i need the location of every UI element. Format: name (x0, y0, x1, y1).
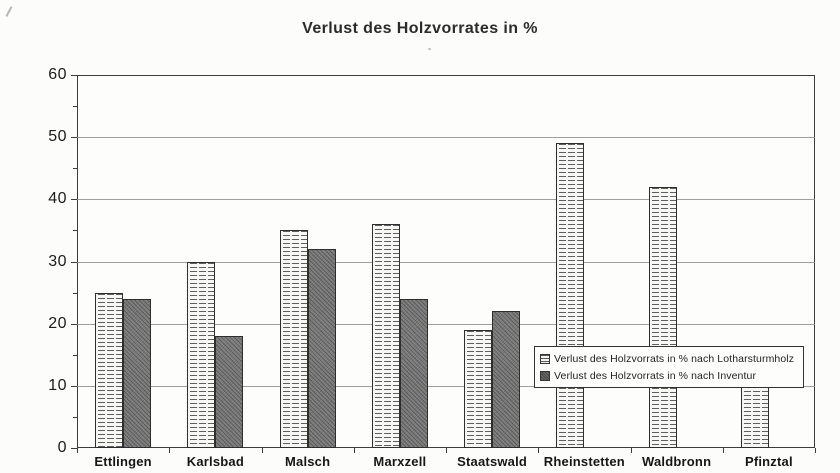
chart-title: Verlust des Holzvorrates in % (302, 20, 538, 37)
bar-ettlingen-inventur (123, 299, 151, 448)
x-axis-label-waldbronn: Waldbronn (642, 454, 712, 469)
y-axis-tick-40 (71, 199, 77, 200)
bar-rheinstetten-lotharsturmholz (556, 143, 584, 448)
y-axis-label-60: 60 (48, 66, 67, 83)
bar-ettlingen-lotharsturmholz (95, 293, 123, 448)
legend-item-lotharsturmholz (540, 353, 799, 365)
y-axis-label-0: 0 (57, 439, 67, 456)
bar-malsch-inventur (308, 249, 336, 448)
legend (534, 346, 804, 388)
bar-karlsbad-inventur (215, 336, 243, 448)
scan-artifact-dot (428, 48, 431, 50)
y-axis-tick-55 (73, 106, 77, 107)
legend-swatch-light-hatched-icon (540, 354, 550, 364)
y-axis-label-30: 30 (48, 252, 67, 270)
gridline-y-40 (77, 199, 815, 200)
y-axis-tick-25 (73, 293, 77, 294)
y-axis-tick-15 (73, 355, 77, 356)
y-axis-label-10: 10 (48, 376, 67, 394)
x-axis-label-rheinstetten: Rheinstetten (543, 454, 625, 469)
x-axis-tick-5 (538, 448, 539, 453)
x-axis-tick-2 (262, 448, 263, 453)
bar-karlsbad-lotharsturmholz (187, 262, 215, 449)
legend-swatch-dark-speckled-icon (540, 371, 550, 381)
legend-label: Verlust des Holzvorrats in % nach Inventur (554, 370, 757, 383)
bar-staatswald-inventur (492, 311, 520, 448)
x-axis-label-ettlingen: Ettlingen (94, 454, 152, 469)
x-axis-tick-3 (354, 448, 355, 453)
x-axis-label-malsch: Malsch (284, 454, 331, 469)
x-axis-tick-4 (446, 448, 447, 453)
bar-pfinztal-lotharsturmholz (741, 386, 769, 448)
x-axis-tick-6 (631, 448, 632, 453)
y-axis-label-40: 40 (48, 190, 67, 208)
x-axis-label-karlsbad: Karlsbad (186, 454, 244, 469)
y-axis-tick-45 (73, 168, 77, 169)
scan-artifact-mark (6, 6, 13, 17)
bar-waldbronn-lotharsturmholz (649, 187, 677, 448)
legend-label: Verlust des Holzvorrats in % nach Lotharsturmholz (554, 352, 795, 365)
y-axis-label-50: 50 (48, 128, 67, 146)
x-axis-tick-7 (723, 448, 724, 453)
legend-item-inventur (540, 370, 799, 382)
y-axis-label-20: 20 (48, 314, 67, 332)
x-axis-label-staatswald: Staatswald (457, 454, 528, 469)
y-axis-tick-60 (71, 75, 77, 76)
bar-marxzell-lotharsturmholz (372, 224, 400, 448)
gridline-y-50 (77, 137, 815, 138)
bar-staatswald-lotharsturmholz (464, 330, 492, 448)
x-axis-tick-1 (169, 448, 170, 453)
x-axis-tick-8 (815, 448, 816, 453)
x-axis-label-marxzell: Marxzell (373, 454, 427, 469)
x-axis-tick-0 (77, 448, 78, 453)
y-axis-tick-50 (71, 137, 77, 138)
y-axis-tick-20 (71, 324, 77, 325)
y-axis-tick-30 (71, 262, 77, 263)
y-axis-tick-35 (73, 230, 77, 231)
bar-malsch-lotharsturmholz (280, 230, 308, 448)
y-axis-tick-5 (73, 417, 77, 418)
y-axis-tick-10 (71, 386, 77, 387)
x-axis-label-pfinztal: Pfinztal (744, 454, 793, 469)
bar-marxzell-inventur (400, 299, 428, 448)
